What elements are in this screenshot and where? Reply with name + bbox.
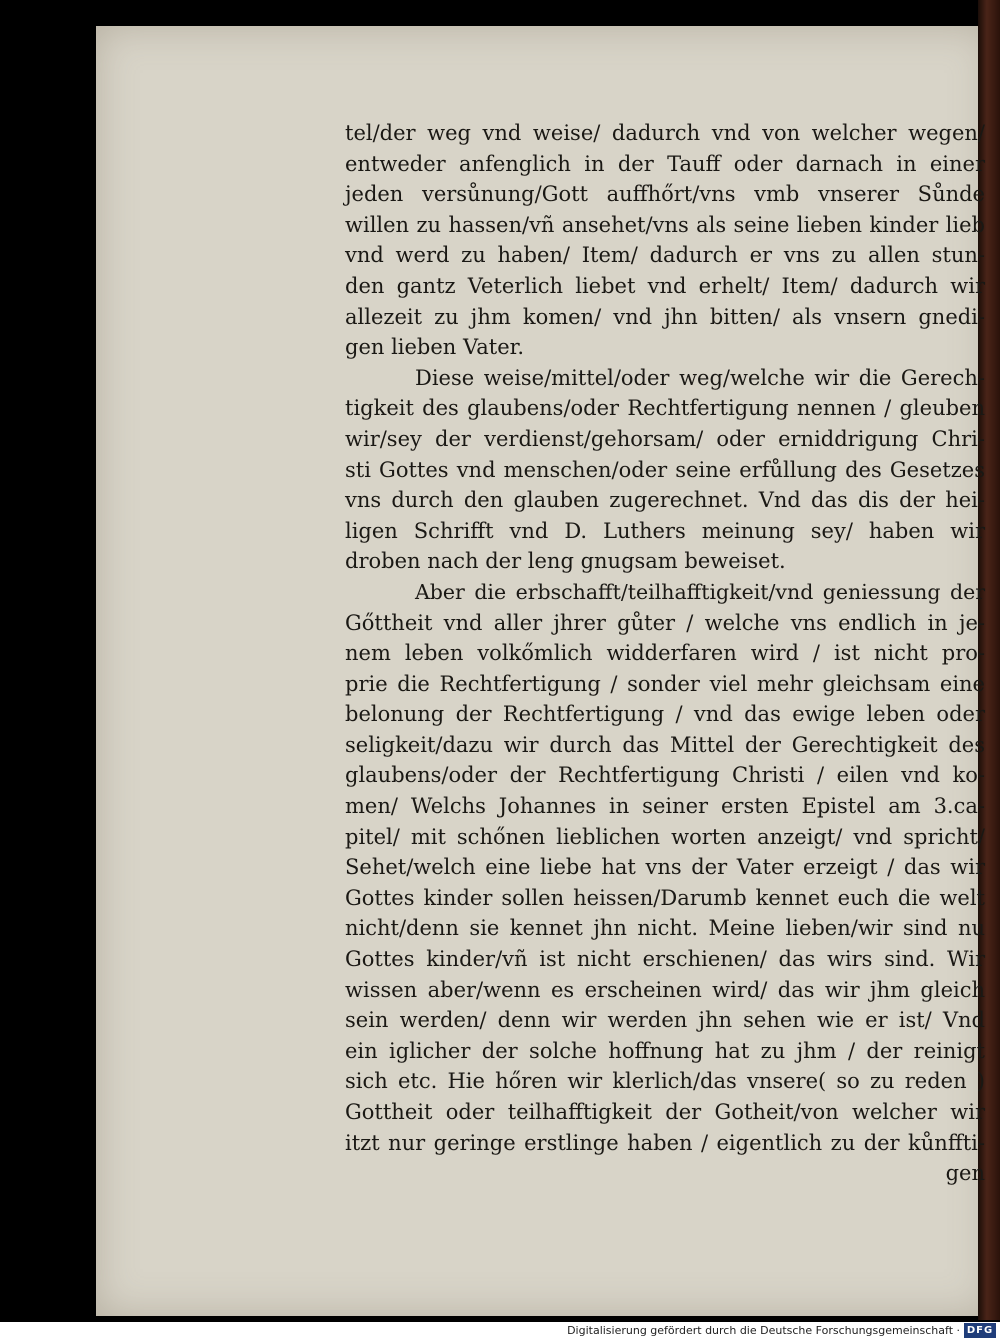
text-line: nicht/denn sie kennet jhn nicht. Meine lieben/wir sind nu	[345, 916, 985, 941]
dfg-logo: DFG	[964, 1323, 996, 1338]
text-line: den gantz Veterlich liebet vnd erhelt/ Item/ dadurch wir	[345, 273, 985, 298]
page-text	[345, 118, 985, 1189]
text-line: ligen Schrifft vnd D. Luthers meinung sey/ haben wir	[345, 518, 985, 543]
text-line: vns durch den glauben zugerechnet. Vnd das dis der hei-	[345, 488, 985, 513]
text-line: Gottheit oder teilhafftigkeit der Gotheit/von welcher wir	[345, 1100, 985, 1124]
text-line: vnd werd zu haben/ Item/ dadurch er vns zu allen stun-	[345, 243, 985, 268]
text-line: Gőttheit vnd aller jhrer gůter / welche vns endlich in je-	[345, 610, 985, 635]
text-line: droben nach der leng gnugsam beweiset.	[345, 549, 786, 574]
text-line: pitel/ mit schőnen lieblichen worten anzeigt/ vnd spricht/	[345, 824, 985, 849]
text-line: sich etc. Hie hőren wir klerlich/das vnsere( so zu reden )	[345, 1069, 985, 1094]
text-line: Gottes kinder/vñ ist nicht erschienen/ das wirs sind. Wir	[345, 947, 985, 972]
digitization-credit: Digitalisierung gefördert durch die Deutsche Forschungsgemeinschaft ·	[567, 1324, 960, 1337]
text-line: seligkeit/dazu wir durch das Mittel der Gerechtigkeit des	[345, 732, 985, 757]
catchword: gen	[945, 1161, 985, 1186]
text-line: sti Gottes vnd menschen/oder seine erfůllung des Gesetzes	[345, 457, 985, 482]
text-line: itzt nur geringe erstlinge haben / eigentlich zu der kůnffti-	[345, 1130, 985, 1155]
text-line: allezeit zu jhm komen/ vnd jhn bitten/ als vnsern gnedi-	[345, 304, 985, 329]
text-line: sein werden/ denn wir werden jhn sehen wie er ist/ Vnd	[345, 1008, 985, 1033]
text-line: gen lieben Vater.	[345, 335, 525, 360]
text-line: nem leben volkőmlich widderfaren wird / ist nicht pro-	[345, 641, 985, 666]
text-line: tigkeit des glaubens/oder Rechtfertigung nennen / gleuben	[345, 396, 985, 421]
text-line: glaubens/oder der Rechtfertigung Christi / eilen vnd ko-	[345, 763, 985, 788]
text-line: jeden versůnung/Gott auffhőrt/vns vmb vnserer Sůnde	[345, 182, 985, 207]
text-line: entweder anfenglich in der Tauff oder darnach in einer	[345, 151, 985, 176]
text-line: Sehet/welch eine liebe hat vns der Vater erzeigt / das wir	[345, 855, 985, 880]
text-line: tel/der weg vnd weise/ dadurch vnd von welcher wegen/	[345, 121, 985, 145]
footer-bar	[0, 1322, 1000, 1340]
text-line: belonung der Rechtfertigung / vnd das ewige leben oder	[345, 702, 985, 727]
text-line: willen zu hassen/vñ ansehet/vns als seine lieben kinder lieb	[345, 212, 985, 237]
text-line: Diese weise/mittel/oder weg/welche wir die Gerech-	[415, 365, 985, 390]
text-line: men/ Welchs Johannes in seiner ersten Epistel am 3.ca-	[345, 794, 985, 819]
text-line: Aber die erbschafft/teilhafftigkeit/vnd geniessung der	[415, 579, 985, 604]
text-line: ein iglicher der solche hoffnung hat zu jhm / der reinigt	[345, 1038, 985, 1063]
text-line: prie die Rechtfertigung / sonder viel mehr gleichsam eine	[345, 671, 985, 696]
text-line: wir/sey der verdienst/gehorsam/ oder erniddrigung Chri-	[345, 426, 985, 451]
text-line: Gottes kinder sollen heissen/Darumb kennet euch die welt	[345, 885, 985, 910]
text-line: wissen aber/wenn es erscheinen wird/ das wir jhm gleich	[345, 977, 985, 1002]
